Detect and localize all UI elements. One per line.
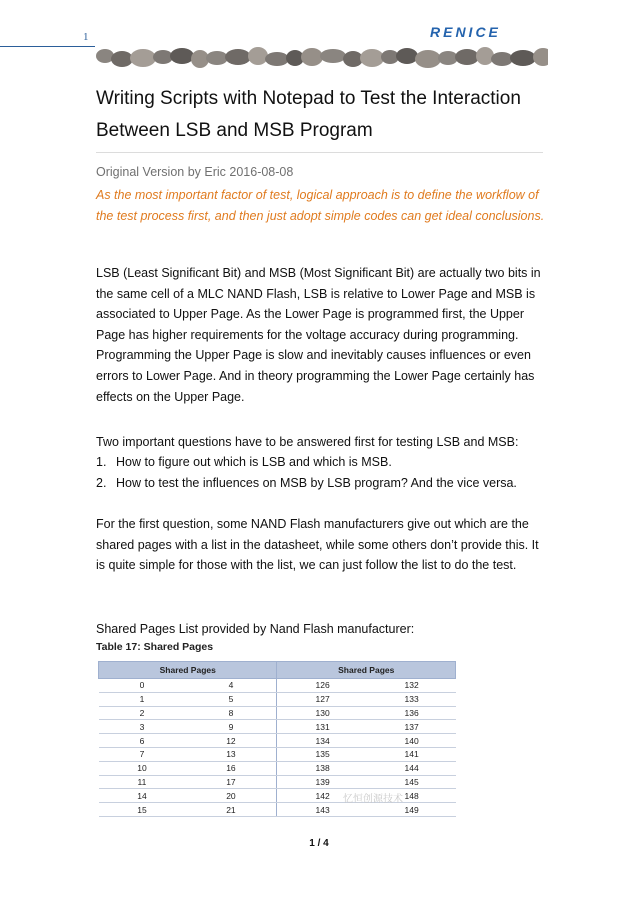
table-cell: 131 (277, 720, 368, 734)
list-item (96, 452, 392, 472)
stone-shape (170, 48, 194, 64)
table-cell: 140 (368, 734, 456, 748)
stone-shape (111, 51, 133, 67)
paragraph-questions: Two important questions have to be answered first for testing LSB and MSB: (96, 435, 519, 449)
table-cell: 5 (185, 692, 277, 706)
table-row (99, 761, 456, 775)
table-cell: 134 (277, 734, 368, 748)
header-page-number: 1 (83, 31, 89, 43)
stone-shape (510, 50, 536, 66)
table-cell: 11 (99, 775, 186, 789)
list-number: 2. (96, 476, 107, 490)
table-cell: 15 (99, 803, 186, 817)
table-cell: 139 (277, 775, 368, 789)
table-cell: 4 (185, 679, 277, 693)
table-cell: 12 (185, 734, 277, 748)
stone-shape (360, 49, 384, 67)
table-cell: 17 (185, 775, 277, 789)
paragraph-first-question: For the first question, some NAND Flash manufacturers give out which are the shared pages with a list in the datasheet, while some others don’t provide this. It is quite simple for those with the list, we can just follow the list to do the test. (96, 517, 539, 573)
stone-shape (415, 50, 441, 68)
table-row (99, 775, 456, 789)
watermark: 忆恒创源技术 (343, 794, 403, 805)
table-cell: 144 (368, 761, 456, 775)
table-cell: 130 (277, 706, 368, 720)
list-number: 1. (96, 455, 107, 469)
table-cell: 20 (185, 789, 277, 803)
stone-shape (320, 49, 346, 63)
table-cell: 137 (368, 720, 456, 734)
table-cell: 127 (277, 692, 368, 706)
abstract: As the most important factor of test, logical approach is to define the workflow of the test process first, and then just adopt simple codes can get ideal conclusions. (96, 188, 545, 223)
table-cell: 16 (185, 761, 277, 775)
table-cell: 135 (277, 747, 368, 761)
table-cell: 138 (277, 761, 368, 775)
stone-shape (455, 49, 479, 65)
table-cell: 132 (368, 679, 456, 693)
table-cell: 143 (277, 803, 368, 817)
document-title: Writing Scripts with Notepad to Test the Interaction Between LSB and MSB Program (96, 88, 521, 141)
table-cell: 8 (185, 706, 277, 720)
stone-shape (206, 51, 228, 65)
table-row (99, 734, 456, 748)
table-cell: 148 (368, 789, 456, 803)
table-row (99, 692, 456, 706)
table-title: Table 17: Shared Pages (96, 641, 214, 653)
table-cell: 7 (99, 747, 186, 761)
stone-shape (533, 48, 548, 66)
stone-shape (343, 51, 363, 67)
table-cell: 2 (99, 706, 186, 720)
stone-shape (153, 50, 173, 64)
stone-shape (438, 51, 458, 65)
stone-shape (396, 48, 418, 64)
stone-shape (225, 49, 251, 65)
table-cell: 0 (99, 679, 186, 693)
table-cell: 142 (277, 789, 368, 803)
stone-shape (96, 49, 114, 63)
paragraph-shared-pages-intro: Shared Pages List provided by Nand Flash manufacturer: (96, 622, 415, 636)
table-row (99, 706, 456, 720)
stone-shape (265, 52, 289, 66)
company-logo: RENICE (430, 24, 501, 40)
title-divider (96, 152, 543, 153)
list-item (96, 473, 517, 493)
table-row (99, 747, 456, 761)
paragraph-lsb-msb: LSB (Least Significant Bit) and MSB (Most Significant Bit) are actually two bits in the same cell of a MLC NAND Flash, LSB is relative to Lower Page and MSB is associated to Upper Page. As the Lower Page is programmed first, the Upper Page has higher requirements for the voltage accuracy during programming. Programming the Upper Page is slow and inevitably causes influences or even errors to Lower Page. And in theory programming the Lower Page certainly has effects on the Upper Page. (96, 266, 541, 404)
table-row (99, 679, 456, 693)
table-cell: 145 (368, 775, 456, 789)
stone-shape (301, 48, 323, 66)
stone-shape (476, 47, 494, 65)
table-cell: 6 (99, 734, 186, 748)
table-cell: 136 (368, 706, 456, 720)
table-cell: 21 (185, 803, 277, 817)
table-cell: 14 (99, 789, 186, 803)
table-cell: 126 (277, 679, 368, 693)
header-bar (0, 32, 95, 47)
table-row (99, 720, 456, 734)
table-cell: 9 (185, 720, 277, 734)
list-text: How to test the influences on MSB by LSB program? And the vice versa. (116, 476, 517, 490)
table-cell: 3 (99, 720, 186, 734)
table-cell: 10 (99, 761, 186, 775)
table-cell: 141 (368, 747, 456, 761)
stone-shape (491, 52, 513, 66)
table-header: Shared Pages (99, 662, 277, 679)
stone-shape (248, 47, 268, 65)
page-footer: 1 / 4 (309, 838, 329, 849)
list-text: How to figure out which is LSB and which is MSB. (116, 455, 392, 469)
table-cell: 133 (368, 692, 456, 706)
table-cell: 13 (185, 747, 277, 761)
table-cell: 1 (99, 692, 186, 706)
table-cell: 149 (368, 803, 456, 817)
decorative-stone-border (92, 44, 548, 72)
table-header: Shared Pages (277, 662, 456, 679)
stone-shape (130, 49, 156, 67)
author-date: Original Version by Eric 2016-08-08 (96, 165, 294, 179)
